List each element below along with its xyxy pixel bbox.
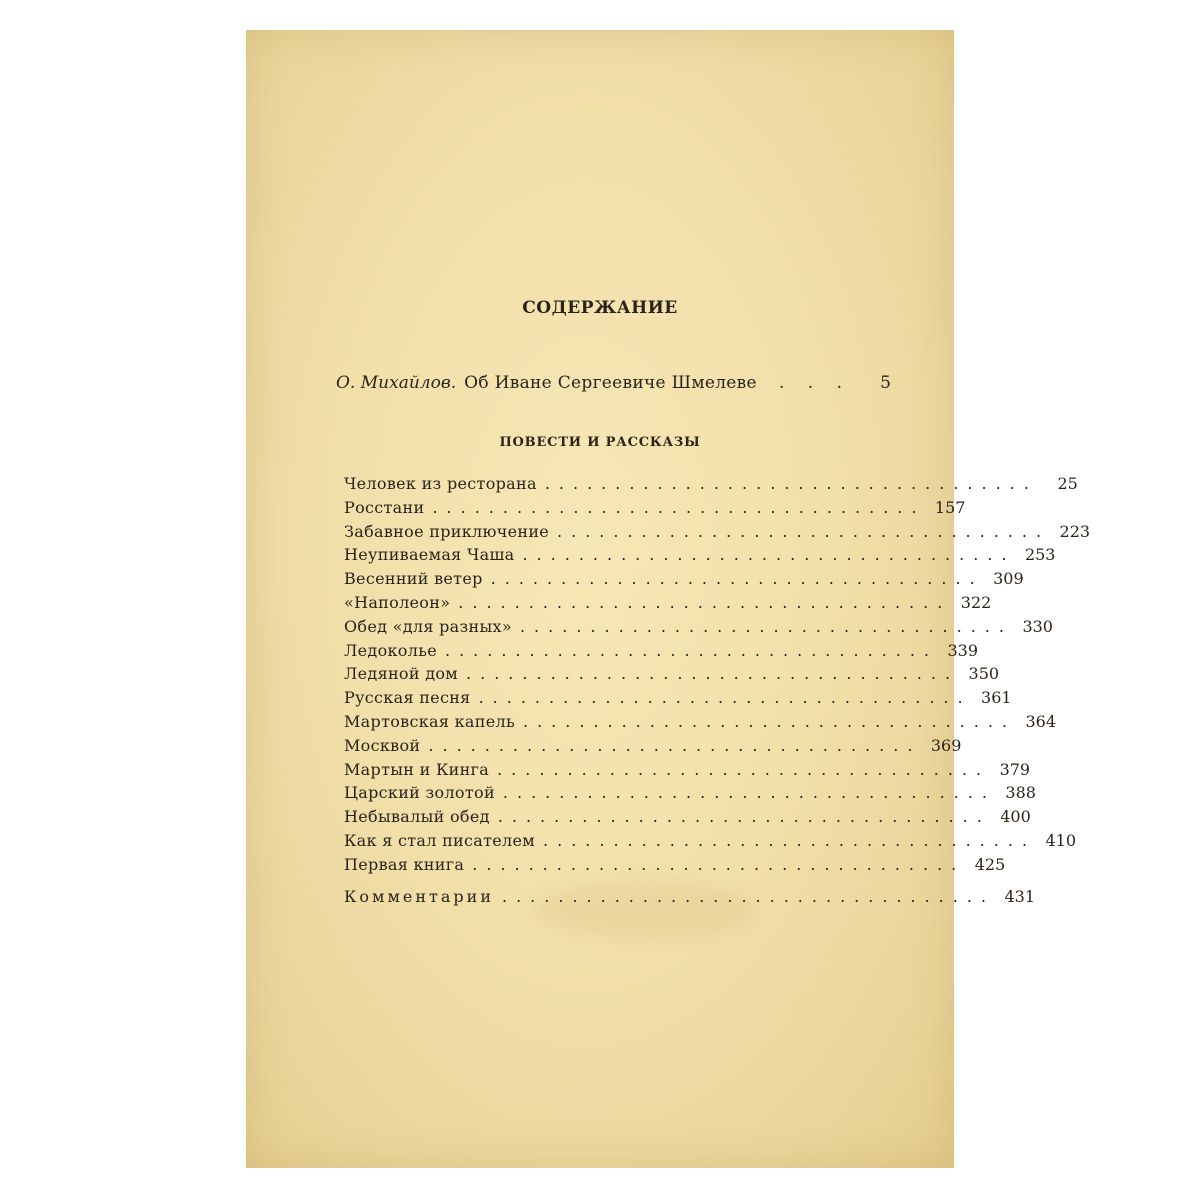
dot-leader: ................................... <box>466 664 960 684</box>
toc-entry <box>344 472 1078 496</box>
entry-page-number: 253 <box>1024 545 1056 565</box>
entry-page-number: 157 <box>934 497 966 517</box>
toc-entry <box>344 567 1024 591</box>
entry-title: Русская песня <box>344 688 471 708</box>
entry-title: Москвой <box>344 735 421 755</box>
entry-page-number: 339 <box>947 640 978 660</box>
intro-author: О. Михайлов. <box>336 373 457 393</box>
entry-page-number: 410 <box>1045 830 1077 850</box>
entry-page-number: 379 <box>999 759 1031 779</box>
toc-comments-entry <box>344 887 1036 906</box>
dot-leader: ................................... <box>497 759 991 779</box>
book-page <box>246 30 1091 1168</box>
entry-title: Ледяной дом <box>344 664 459 684</box>
entry-page-number: 330 <box>1022 616 1053 636</box>
toc-entry <box>344 853 1006 877</box>
toc-entry <box>344 686 1012 710</box>
toc-entry <box>344 496 966 520</box>
entry-title: «Наполеон» <box>344 592 451 612</box>
entry-page-number: 350 <box>968 664 1000 684</box>
dot-leader: ................................... <box>502 783 996 803</box>
entry-page-number: 25 <box>1057 474 1078 493</box>
dot-leader: ................................... <box>472 854 966 874</box>
toc-entry <box>344 662 1000 686</box>
dot-leader: ................................... <box>502 887 996 906</box>
dot-leader: ................................... <box>432 497 926 517</box>
dot-leader: ................................... <box>522 545 1016 565</box>
entry-page-number: 223 <box>1059 521 1091 541</box>
entry-title: Неупиваемая Чаша <box>344 545 515 565</box>
toc-entries-list <box>344 472 1091 877</box>
toc-entry <box>344 520 1091 544</box>
entry-page-number: 361 <box>981 688 1012 708</box>
dot-leader: ................................... <box>497 807 991 827</box>
dot-leader: ................................... <box>519 616 1013 636</box>
toc-entry <box>344 591 992 615</box>
dot-leader: ................................... <box>458 592 952 612</box>
entry-title: Первая книга <box>344 854 465 874</box>
entry-page-number: 388 <box>1005 783 1036 803</box>
dot-leader: ................................... <box>428 735 922 755</box>
dot-leader: ................................... <box>557 521 1051 541</box>
dot-leader: ................................... <box>543 830 1037 850</box>
section-heading: ПОВЕСТИ И РАССКАЗЫ <box>499 435 701 450</box>
entry-page-number: 369 <box>930 735 962 755</box>
intro-page-number: 5 <box>880 373 891 393</box>
entry-title: Мартовская капель <box>344 711 515 731</box>
toc-entry <box>344 781 1036 805</box>
entry-title: Обед «для разных» <box>344 616 512 636</box>
toc-entry <box>344 615 1053 639</box>
entry-page-number: 322 <box>960 592 992 612</box>
entry-page-number: 364 <box>1025 711 1056 731</box>
entry-title: Как я стал писателем <box>344 830 536 850</box>
entry-page-number: 400 <box>1000 807 1031 827</box>
entry-title: Весенний ветер <box>344 569 483 589</box>
entry-title: Ледоколье <box>344 640 437 660</box>
entry-title: Царский золотой <box>344 783 495 803</box>
entry-title: Мартын и Кинга <box>344 759 490 779</box>
comments-page-number: 431 <box>1004 887 1036 906</box>
entry-title: Забавное приключение <box>344 521 550 541</box>
entry-title: Человек из ресторана <box>344 474 537 493</box>
toc-entry <box>344 710 1056 734</box>
dot-leader: ................................... <box>444 640 938 660</box>
toc-entry <box>344 829 1077 853</box>
entry-title: Росстани <box>344 497 425 517</box>
intro-title: Об Иване Сергеевиче Шмелеве <box>464 373 757 393</box>
toc-entry <box>344 805 1031 829</box>
toc-entry <box>344 758 1031 782</box>
dot-leader: . . . <box>778 373 851 393</box>
dot-leader: ................................... <box>522 711 1016 731</box>
entry-page-number: 425 <box>974 854 1006 874</box>
toc-entry <box>344 734 962 758</box>
comments-title: Комментарии <box>344 887 494 906</box>
dot-leader: ................................... <box>544 474 1038 493</box>
entry-page-number: 309 <box>993 569 1024 589</box>
dot-leader: ................................... <box>478 688 972 708</box>
toc-title: СОДЕРЖАНИЕ <box>522 298 678 318</box>
entry-title: Небывалый обед <box>344 807 490 827</box>
dot-leader: ................................... <box>490 569 984 589</box>
toc-entry <box>344 543 1056 567</box>
toc-intro-entry <box>336 373 891 393</box>
toc-entry <box>344 639 978 663</box>
